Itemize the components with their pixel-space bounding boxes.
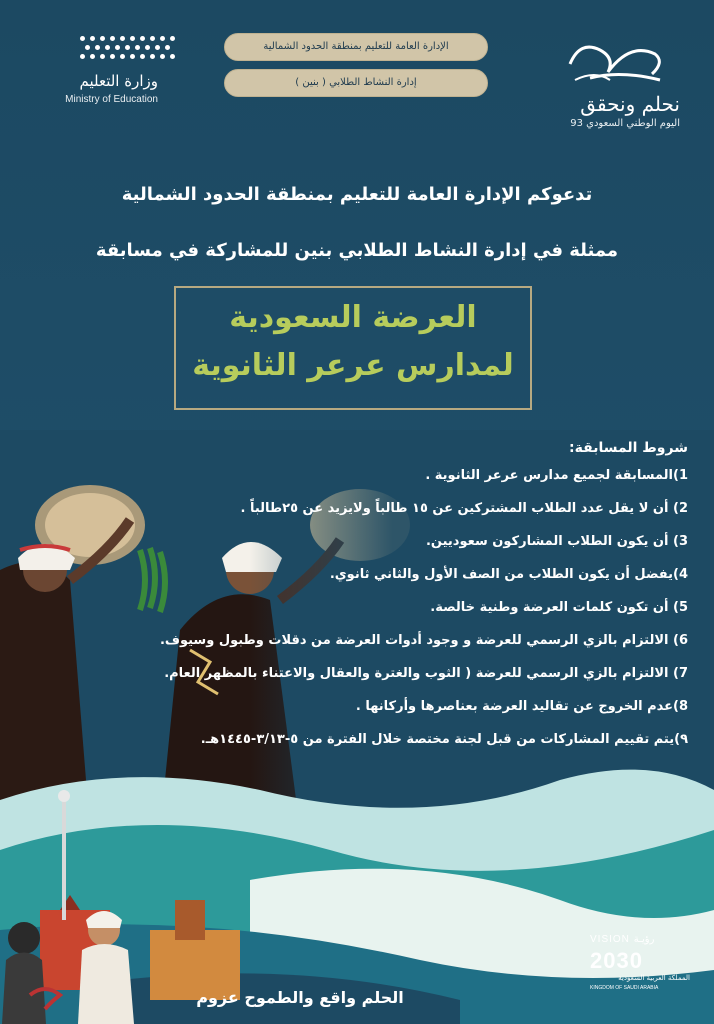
national-day-logo: [530, 34, 690, 134]
condition-item: 8)عدم الخروج عن تقاليد العرضة بعناصرها وأركانها .: [355, 699, 688, 714]
vision-year: 2030: [590, 948, 643, 973]
competition-title-line-2: لمدارس عرعر الثانوية: [192, 348, 514, 383]
vision-label: VISION رؤيـة: [590, 934, 655, 945]
condition-item: 4)يفضل أن يكون الطلاب من الصف الأول والثاني ثانوي.: [329, 567, 688, 582]
invitation-line-2: ممثلة في إدارة النشاط الطلابي بنين للمشاركة في مسابقة: [95, 240, 619, 261]
competition-conditions: [48, 440, 688, 763]
condition-item: 5) أن تكون كلمات العرضة وطنية خالصة.: [430, 600, 688, 615]
ministry-name-english: Ministry of Education: [65, 94, 158, 105]
moe-dots-icon: [80, 36, 180, 66]
invitation-line-1: تدعوكم الإدارة العامة للتعليم بمنطقة الحدود الشمالية: [121, 184, 593, 205]
ministry-of-education-logo: [28, 32, 188, 112]
competition-title-box: [174, 286, 532, 410]
condition-item: 6) الالتزام بالزي الرسمي للعرضة و وجود أدوات العرضة من دقلات وطبول وسيوف.: [159, 633, 688, 648]
vision-country-english: KINGDOM OF SAUDI ARABIA: [590, 985, 659, 991]
condition-item: ٩)يتم تقييم المشاركات من قبل لجنة مختصة خلال الفترة من ٥-٣/١٣-١٤٤٥هـ.: [200, 732, 688, 747]
condition-item: 7) الالتزام بالزي الرسمي للعرضة ( الثوب والغترة والعقال والاعتناء بالمظهر العام.: [164, 666, 688, 681]
vision-2030-logo: [590, 934, 690, 994]
condition-item: 1)المسابقة لجميع مدارس عرعر الثانوية .: [425, 468, 688, 483]
department-pill: الإدارة العامة للتعليم بمنطقة الحدود الشمالية: [224, 33, 488, 61]
national-day-slogan: نحلم ونحقق: [580, 92, 680, 116]
ministry-name-arabic: وزارة التعليم: [79, 72, 158, 90]
competition-title-line-1: العرضة السعودية: [229, 300, 477, 335]
vision-country-arabic: المملكة العربية السعودية: [618, 974, 690, 982]
national-day-calligraphy-icon: [560, 34, 670, 90]
condition-item: 2) أن لا يقل عدد الطلاب المشتركين عن ١٥ طالباً ولايزيد عن ٢٥طالباً .: [240, 501, 688, 516]
conditions-heading: شروط المسابقة:: [569, 440, 688, 456]
condition-item: 3) أن يكون الطلاب المشاركون سعوديين.: [425, 534, 688, 549]
activity-pill: إدارة النشاط الطلابي ( بنين ): [224, 69, 488, 97]
footer-slogan: الحلم واقع والطموح عزوم: [196, 988, 404, 1007]
national-day-caption: اليوم الوطني السعودي 93: [570, 118, 680, 129]
